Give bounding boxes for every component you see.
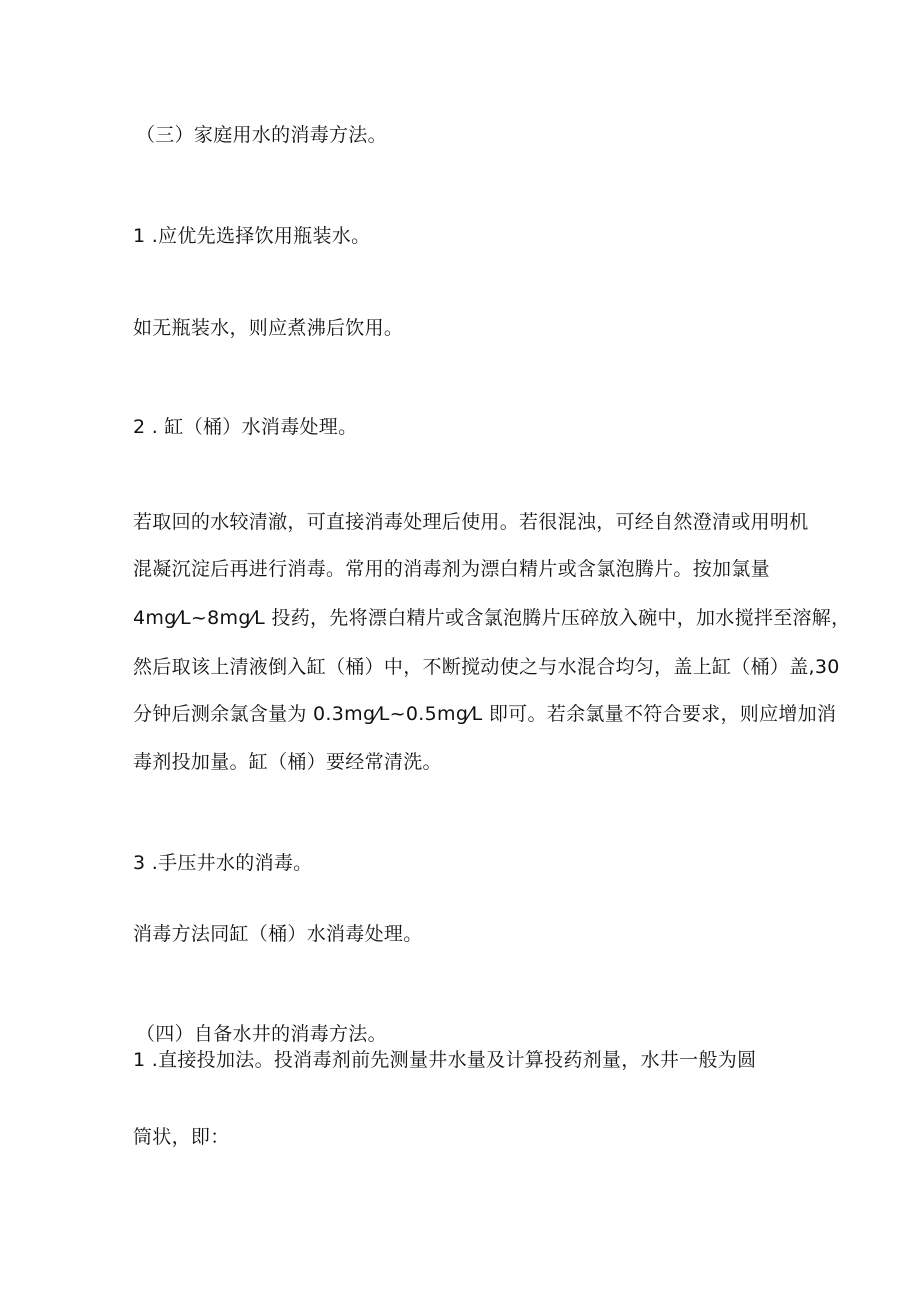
item-2-line-5: 分钟后测余氯含量为 0.3mg⁄L~0.5mg⁄L 即可。若余氯量不符合要求，则应增加消 — [133, 703, 837, 725]
section-4-item-1-continued: 筒状，即： — [133, 1126, 230, 1148]
item-3-heading: 3 .手压井水的消毒。 — [133, 852, 313, 874]
item-2-line-1: 若取回的水较清澈，可直接消毒处理后使用。若很混浊，可经自然澄清或用明机 — [133, 511, 809, 533]
section-4-heading: （四）自备水井的消毒方法。 — [136, 1023, 387, 1045]
item-2-line-6: 毒剂投加量。缸（桶）要经常清洗。 — [133, 751, 442, 773]
section-3-heading: （三）家庭用水的消毒方法。 — [136, 124, 387, 146]
item-2-line-2: 混凝沉淀后再进行消毒。常用的消毒剂为漂白精片或含氯泡腾片。按加氯量 — [133, 558, 770, 580]
item-3-text: 消毒方法同缸（桶）水消毒处理。 — [133, 923, 423, 945]
item-1-heading: 1 .应优先选择饮用瓶装水。 — [133, 225, 371, 247]
item-2-line-4: 然后取该上清液倒入缸（桶）中，不断搅动使之与水混合均匀，盖上缸（桶）盖,30 — [133, 656, 840, 678]
item-1-text: 如无瓶装水，则应煮沸后饮用。 — [133, 317, 404, 339]
item-2-heading: 2 . 缸（桶）水消毒处理。 — [133, 416, 358, 438]
item-2-line-3: 4mg⁄L~8mg⁄L 投药，先将漂白精片或含氯泡腾片压碎放入碗中，加水搅拌至溶解， — [133, 607, 851, 629]
section-4-item-1: 1 .直接投加法。投消毒剂前先测量井水量及计算投药剂量，水井一般为圆 — [133, 1049, 757, 1071]
